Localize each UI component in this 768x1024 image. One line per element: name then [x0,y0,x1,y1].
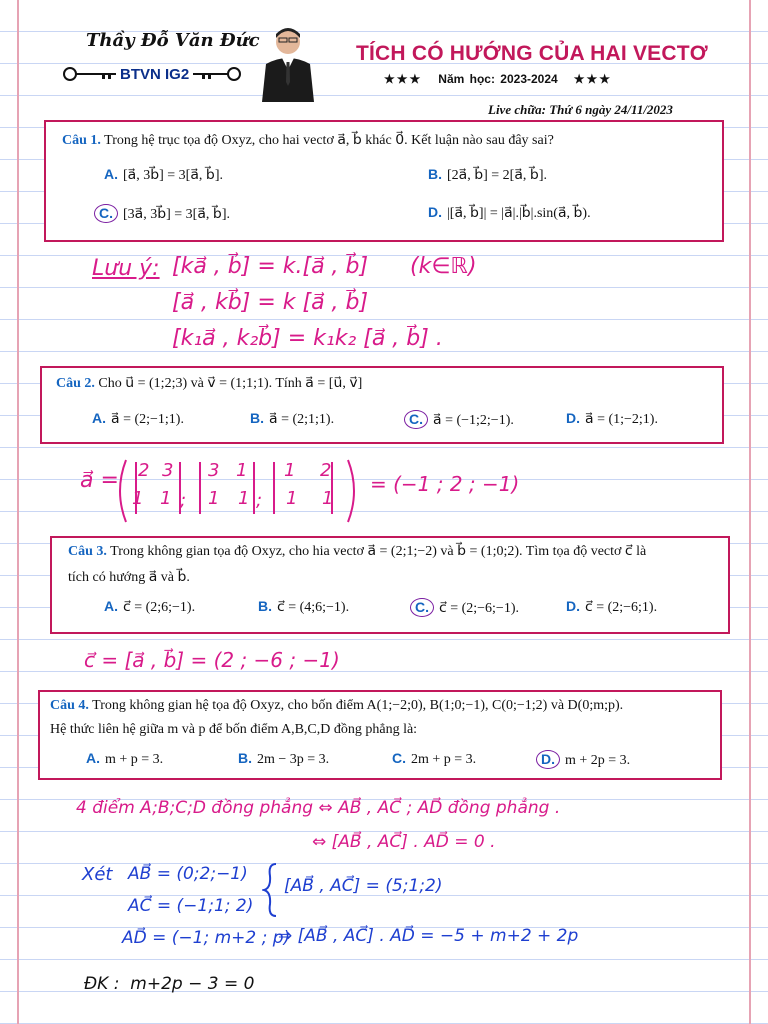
option-label: A. [86,750,100,766]
series-label: BTVN IG2 [116,66,193,83]
option-text: c⃗ = (2;−6;1). [585,600,658,615]
brace-icon [262,862,278,918]
q2-det1-d: 1 [160,488,172,509]
option-label: A. [92,410,106,426]
live-date: Live chữa: Thứ 6 ngày 24/11/2023 [488,102,673,117]
question-4-label: Câu 4. [50,698,89,713]
stars-right: ★★★ [573,72,612,86]
question-4-stem-2: Hệ thức liên hệ giữa m và p để bốn điểm A,B,C,D đồng phẳng là: [50,722,418,737]
option-text: c⃗ = (2;6;−1). [123,600,196,615]
option-label: B. [258,598,272,614]
question-4-text: Trong không gian hệ tọa độ Oxyz, cho bốn điểm A(1;−2;0), B(1;0;−1), C(0;−1;2) và D(0;m;p). [92,698,624,713]
teacher-name: Thầy Đỗ Văn Đức [86,30,260,51]
question-1-option-a [104,166,223,184]
option-text: 2m + p = 3. [411,752,477,767]
cross-product: [AB⃗ , AC⃗] = (5;1;2) [284,876,443,896]
question-1-option-c [94,204,230,223]
question-3-stem-2: tích có hướng a⃗ và b⃗. [68,570,190,585]
q4-line-2: ⇔ [AB⃗ , AC⃗] . AD⃗ = 0 . [312,832,496,852]
note-line-3: [k₁a⃗ , k₂b⃗] = k₁k₂ [a⃗ , b⃗] . [172,326,443,351]
question-1-stem [62,131,712,151]
option-text: 2m − 3p = 3. [257,752,330,767]
q2-det1-b: 3 [162,460,174,481]
condition: ĐK : m+2p − 3 = 0 [84,974,255,994]
q2-det1-a: 2 [138,460,150,481]
q4-line-1: 4 điểm A;B;C;D đồng phẳng ⇔ AB⃗ , AC⃗ ; AD⃗ đồng phẳng . [76,798,561,818]
question-3-stem [68,542,720,562]
q2-lhs: a⃗ = [80,468,119,493]
option-label: B. [250,410,264,426]
question-2-stem [56,374,706,394]
q3-solution: c⃗ = [a⃗ , b⃗] = (2 ; −6 ; −1) [84,648,340,672]
teacher-photo [258,22,318,102]
q2-det2-c: 1 [208,488,220,509]
option-text: c⃗ = (2;−6;−1). [439,601,519,616]
option-text: m + p = 3. [105,752,164,767]
q2-det2-a: 3 [208,460,220,481]
question-3-label: Câu 3. [68,544,107,559]
q2-det2-b: 1 [236,460,248,481]
question-2-text: Cho u⃗ = (1;2;3) và v⃗ = (1;1;1). Tính a⃗ = [u⃗, v⃗] [98,376,363,391]
option-text: a⃗ = (2;1;1). [269,412,335,427]
question-2-option-b [250,410,334,428]
option-text: [2a⃗, b⃗] = 2[a⃗, b⃗]. [447,168,547,183]
option-text: [a⃗, 3b⃗] = 3[a⃗, b⃗]. [123,168,223,183]
note-line-2: [a⃗ , kb⃗] = k [a⃗ , b⃗] [172,290,369,315]
question-1-option-d [428,204,591,222]
q2-det3-a: 1 [284,460,296,481]
question-2-option-a [92,410,184,428]
option-label: D. [566,410,580,426]
question-3-option-c [410,598,519,617]
question-1-option-b [428,166,547,184]
question-3-option-d [566,598,657,616]
q2-det3-b: 2 [320,460,332,481]
option-label: A. [104,598,118,614]
option-label-circled: D. [536,750,560,769]
question-3-text: Trong không gian tọa độ Oxyz, cho hia vectơ a⃗ = (2;1;−2) và b⃗ = (1;0;2). Tìm tọa độ vectơ c⃗ là [110,544,647,559]
option-label: B. [238,750,252,766]
option-label: A. [104,166,118,182]
q2-det3-d: 1 [322,488,334,509]
question-4-stem [50,696,714,716]
question-4-option-b [238,750,329,768]
school-year [384,72,612,86]
question-4-option-c [392,750,476,768]
question-4-option-a [86,750,163,768]
question-3-option-b [258,598,349,616]
note-label: Lưu ý: [92,256,160,281]
option-text: a⃗ = (1;−2;1). [585,412,658,427]
question-1-text: Trong hệ trục tọa độ Oxyz, cho hai vectơ a⃗, b⃗ khác 0⃗. Kết luận nào sau đây sai? [104,133,554,148]
option-label: D. [566,598,580,614]
option-text: c⃗ = (4;6;−1). [277,600,350,615]
option-text: [3a⃗, 3b⃗] = 3[a⃗, b⃗]. [123,207,230,222]
dot-product: ⇒ [AB⃗ , AC⃗] . AD⃗ = −5 + m+2 + 2p [278,926,579,946]
vector-ac: AC⃗ = (−1;1; 2) [128,896,254,916]
question-2-option-d [566,410,658,428]
question-3-option-a [104,598,195,616]
q2-det1-c: 1 [132,488,144,509]
option-label-circled: C. [94,204,118,223]
option-text: a⃗ = (2;−1;1). [111,412,184,427]
question-2-option-c [404,410,514,429]
q2-sep-2: ; [256,490,263,511]
option-label-circled: C. [404,410,428,429]
option-text: a⃗ = (−1;2;−1). [433,413,514,428]
q2-det3-c: 1 [286,488,298,509]
option-label: B. [428,166,442,182]
school-year-text: Năm học: 2023-2024 [438,72,558,86]
question-2-label: Câu 2. [56,376,95,391]
option-label: C. [392,750,406,766]
option-text: m + 2p = 3. [565,753,631,768]
question-1-label: Câu 1. [62,133,101,148]
vector-ab: AB⃗ = (0;2;−1) [128,864,248,884]
option-label-circled: C. [410,598,434,617]
note-line-1: [ka⃗ , b⃗] = k.[a⃗ , b⃗] (k∈ℝ) [172,254,477,279]
stars-left: ★★★ [384,72,423,86]
question-4-option-d [536,750,630,769]
vector-ad: AD⃗ = (−1; m+2 ; p) [122,928,291,948]
page-title: TÍCH CÓ HƯỚNG CỦA HAI VECTƠ [356,42,708,65]
q2-solution: = (−1 ; 2 ; −1) [370,472,520,496]
q2-det2-d: 1 [238,488,250,509]
xet-label: Xét [82,864,113,885]
option-text: |[a⃗, b⃗]| = |a⃗|.|b⃗|.sin(a⃗, b⃗). [447,206,591,221]
option-label: D. [428,204,442,220]
q2-sep-1: ; [180,490,187,511]
